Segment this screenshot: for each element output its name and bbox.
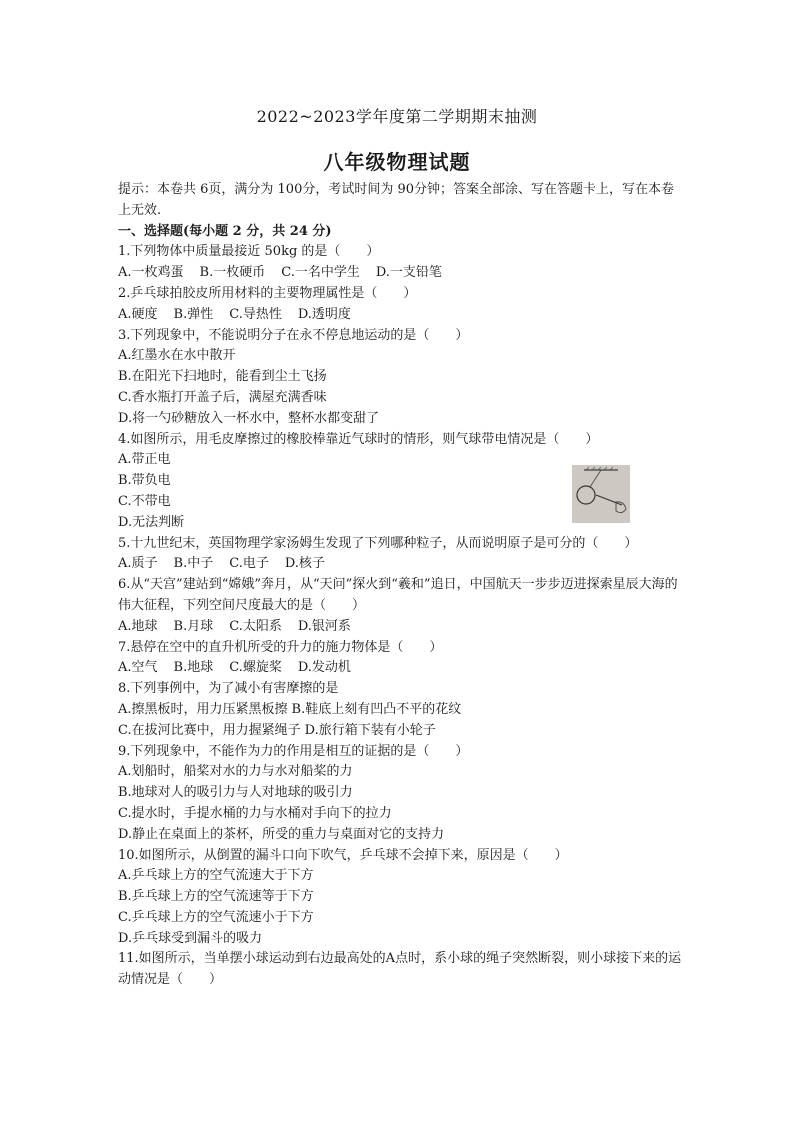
question-stem: 5.十九世纪末，英国物理学家汤姆生发现了下列哪种粒子，从而说明原子是可分的（ ）	[118, 535, 638, 551]
exam-title: 八年级物理试题	[323, 150, 471, 174]
option: C.太阳系	[229, 618, 282, 634]
exam-header: 2022~2023学年度第二学期期末抽测	[256, 107, 538, 126]
option: B.乒乓球上方的空气流速等于下方	[118, 889, 314, 905]
question-stem: 7.悬停在空中的直升机所受的升力的施力物体是（ ）	[118, 639, 443, 655]
option: A.擦黑板时，用力压紧黑板擦	[118, 701, 288, 717]
option: C.一名中学生	[281, 265, 360, 281]
option: A.地球	[118, 618, 158, 634]
option-row	[118, 658, 683, 679]
option: A.红墨水在水中散开	[118, 348, 236, 364]
question-stem: 3.下列现象中，不能说明分子在永不停息地运动的是（ ）	[118, 327, 469, 343]
question-stem: 1.下列物体中质量最接近 50kg 的是（ ）	[118, 244, 380, 260]
option: B.弹性	[173, 306, 214, 322]
option: B.地球	[173, 660, 214, 676]
question-stem: 11.如图所示，当单摆小球运动到右边最高处的A点时，系小球的绳子突然断裂，则小球接下来的运动情况是（ ）	[118, 951, 682, 988]
option: D.旅行箱下装有小轮子	[304, 722, 436, 738]
question-stem: 2.乒乓球拍胶皮所用材料的主要物理属性是（ ）	[118, 285, 417, 301]
exam-content	[118, 180, 683, 991]
option: C.螺旋桨	[229, 660, 282, 676]
option: B.地球对人的吸引力与人对地球的吸引力	[118, 785, 353, 801]
option: C.在拔河比赛中，用力握紧绳子	[118, 722, 301, 738]
option-row	[118, 263, 683, 284]
option: B.一枚硬币	[199, 265, 266, 281]
option: B.鞋底上刻有凹凸不平的花纹	[291, 701, 462, 717]
section-title: 一、选择题(每小题 2 分，共 24 分)	[118, 223, 332, 239]
option: D.银河系	[297, 618, 351, 634]
option: C.乒乓球上方的空气流速小于下方	[118, 909, 314, 925]
question-stem: 6.从“天宫”建站到“嫦娥”奔月，从“天问”探火到“羲和”追日，中国航天一步步迈进探索星辰大海的伟大征程，下列空间尺度最大的是（ ）	[118, 577, 678, 613]
question-stem: 8.下列事例中，为了减小有害摩擦的是	[118, 681, 339, 697]
exam-notice: 提示：本卷共 6页，满分为 100分，考试时间为 90分钟；答案全部涂、写在答题卡上，写在本卷上无效.	[118, 182, 675, 218]
option: D.乒乓球受到漏斗的吸力	[118, 930, 263, 946]
option: A.乒乓球上方的空气流速大于下方	[118, 868, 314, 884]
question-stem: 10.如图所示，从倒置的漏斗口向下吹气，乒乓球不会掉下来，原因是（ ）	[118, 847, 568, 863]
option: C.电子	[229, 556, 269, 572]
option: A.一枚鸡蛋	[118, 265, 184, 281]
option-row	[118, 305, 683, 326]
option: A.带正电	[118, 452, 171, 468]
option: D.发动机	[297, 660, 351, 676]
option: D.一支铅笔	[375, 265, 442, 281]
option: C.香水瓶打开盖子后，满屋充满香味	[118, 389, 327, 405]
balloon-figure	[572, 465, 630, 523]
option: C.不带电	[118, 493, 171, 509]
option: C.导热性	[229, 306, 282, 322]
option: B.中子	[173, 556, 214, 572]
option: A.划船时，船桨对水的力与水对船桨的力	[118, 764, 353, 780]
option: C.提水时，手提水桶的力与水桶对手向下的拉力	[118, 805, 392, 821]
option: A.空气	[118, 660, 158, 676]
option-row	[118, 700, 683, 721]
option: D.无法判断	[118, 514, 185, 530]
option: B.带负电	[118, 473, 171, 489]
option: B.月球	[173, 618, 214, 634]
option-row	[118, 617, 683, 638]
option-row	[118, 721, 683, 742]
option: B.在阳光下扫地时，能看到尘土飞扬	[118, 369, 327, 385]
option: D.将一勺砂糖放入一杯水中，整杯水都变甜了	[118, 410, 380, 426]
option: D.静止在桌面上的茶杯，所受的重力与桌面对它的支持力	[118, 826, 445, 842]
option: D.透明度	[297, 306, 351, 322]
option: D.核子	[284, 556, 325, 572]
option-row	[118, 554, 683, 575]
option: A.质子	[118, 556, 158, 572]
option: A.硬度	[118, 306, 158, 322]
question-stem: 4.如图所示，用毛皮摩擦过的橡胶棒靠近气球时的情形，则气球带电情况是（ ）	[118, 431, 599, 447]
question-stem: 9.下列现象中，不能作为力的作用是相互的证据的是（ ）	[118, 743, 469, 759]
